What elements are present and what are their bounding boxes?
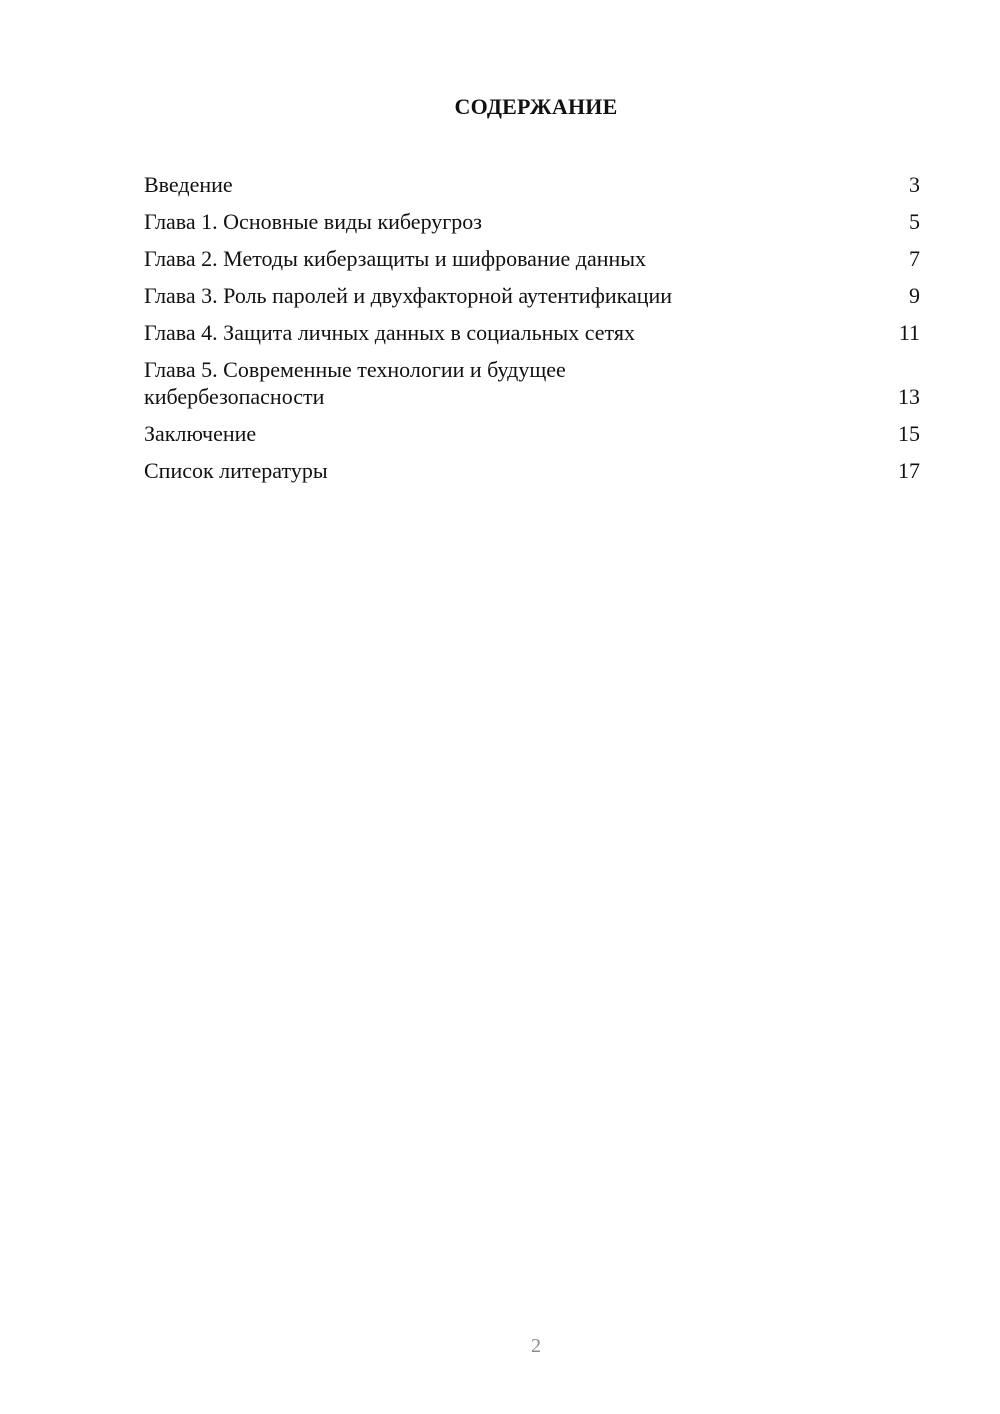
- toc-entry-chapter-5: [144, 356, 920, 410]
- toc-entry-references: [144, 457, 920, 484]
- toc-entry-text: [144, 420, 890, 447]
- toc-entry-text: [144, 282, 890, 309]
- toc-title: СОДЕРЖАНИЕ: [454, 94, 618, 119]
- toc-entry-text: [144, 319, 890, 346]
- toc-entry-line: Глава 2. Методы киберзащиты и шифрование данных: [144, 246, 647, 271]
- toc-entry-text: [144, 208, 890, 235]
- toc-entry-page: 15: [898, 421, 920, 446]
- toc-entry-chapter-3: [144, 282, 920, 309]
- toc-entry-text: [144, 356, 890, 410]
- toc-entry-page: 3: [909, 172, 920, 197]
- toc-entry-line: Заключение: [144, 421, 257, 446]
- toc-entry-page: 7: [909, 246, 920, 271]
- toc-entry-line: Список литературы: [144, 458, 328, 483]
- toc-entry-text: [144, 457, 890, 484]
- toc-entry-page: 11: [898, 320, 920, 345]
- toc-entry-page: 17: [898, 458, 920, 483]
- toc-entry-line: кибербезопасности: [144, 384, 325, 409]
- toc-entry-chapter-2: [144, 245, 920, 272]
- toc-entry-page: 5: [909, 209, 920, 234]
- toc-entry-line: Введение: [144, 172, 233, 197]
- toc-entry-text: [144, 245, 890, 272]
- table-of-contents: [144, 171, 920, 494]
- toc-entry-line: Глава 4. Защита личных данных в социальных сетях: [144, 320, 635, 345]
- toc-entry-page: 13: [898, 384, 920, 409]
- toc-entry-page: 9: [909, 283, 920, 308]
- toc-entry-line: Глава 3. Роль паролей и двухфакторной аутентификации: [144, 283, 673, 308]
- toc-entry-text: [144, 171, 890, 198]
- toc-entry-line: Глава 5. Современные технологии и будущее: [144, 357, 566, 382]
- toc-entry-introduction: [144, 171, 920, 198]
- toc-entry-chapter-4: [144, 319, 920, 346]
- toc-entry-line: Глава 1. Основные виды киберугроз: [144, 209, 482, 234]
- toc-entry-chapter-1: [144, 208, 920, 235]
- toc-entry-conclusion: [144, 420, 920, 447]
- page-number: 2: [531, 1335, 541, 1357]
